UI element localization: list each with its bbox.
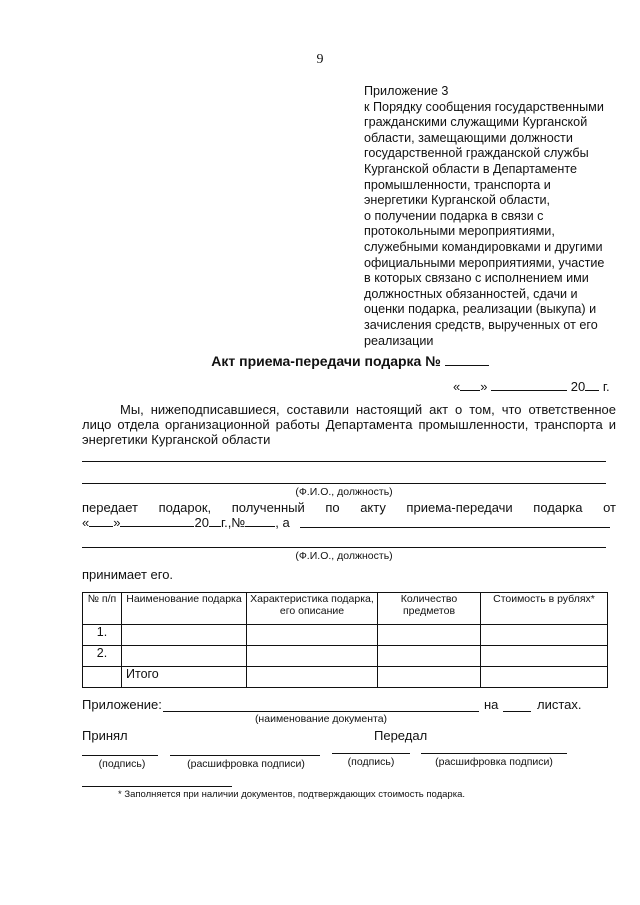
receiver-sign-caption: (подпись) [98,758,146,770]
attachment-document-field[interactable] [163,711,479,712]
appendix-line: государственной гражданской службы [364,146,589,161]
receiver-signature-field[interactable] [82,755,158,756]
intro-line: лицо отдела организационной работы Департамента промышленности, транспорта и [82,417,616,432]
appendix-line: гражданскими служащими Курганской [364,115,588,130]
attachment-on: на [484,697,499,712]
header-cost: Стоимость в рублях* [481,593,608,625]
act-number-field[interactable] [445,352,489,366]
footnote-separator [82,786,232,787]
row-quantity-cell[interactable] [378,646,481,667]
quote-open: « [82,515,90,530]
recipient-person-field[interactable] [82,547,606,548]
row-num: 1. [83,625,122,646]
transferor-decode-caption: (расшифровка подписи) [435,756,553,768]
year-suffix: г. [602,379,610,394]
appendix-line: о получении подарка в связи с [364,208,544,223]
appendix-line: должностных обязанностей, сдачи и [364,286,578,301]
transfer-details-line [82,513,290,530]
responsible-person-field[interactable] [82,461,606,462]
year-prefix: 20 [570,379,586,394]
row-name-cell[interactable] [122,625,247,646]
appendix-line: зачисления средств, вырученных от его [364,317,598,332]
transfer-month-field[interactable] [120,513,194,527]
header-quantity: Количество предметов [378,593,481,625]
appendix-line: к Порядку сообщения государственными [364,99,604,114]
year-field[interactable] [585,377,599,391]
appendix-line: протокольными мероприятиями, [364,224,555,239]
quote-close: » [480,379,488,394]
row-cost-cell[interactable] [481,646,608,667]
row-cost-cell[interactable] [481,625,608,646]
appendix-line: в которых связано с исполнением ими [364,271,589,286]
transfer-day-field[interactable] [89,513,113,527]
transferor-decode-field[interactable] [421,753,567,754]
quote-open: « [453,379,461,394]
table-header-row [83,593,608,625]
appendix-line: официальными мероприятиями, участие [364,255,605,270]
transfer-year-field[interactable] [209,513,221,527]
fio-caption-1: (Ф.И.О., должность) [295,486,393,498]
act-title-text: Акт приема-передачи подарка № [211,353,441,369]
row-description-cell[interactable] [247,646,378,667]
total-cost-cell[interactable] [481,667,608,688]
total-quantity-cell[interactable] [378,667,481,688]
intro-line: энергетики Курганской области [82,432,271,447]
appendix-line: области, замещающими должности [364,130,573,145]
appendix-line: оценки подарка, реализации (выкупа) и [364,302,597,317]
act-date-line [453,377,610,394]
appendix-line: Приложение 3 [364,84,449,98]
transferor-signature-field[interactable] [332,753,410,754]
transfer-number-label: г.,№ [220,515,246,530]
row-description-cell[interactable] [247,625,378,646]
total-description-cell[interactable] [247,667,378,688]
act-title [0,352,640,369]
appendix-header [364,84,624,349]
row-num: 2. [83,646,122,667]
attachment-sheets: листах. [537,697,582,712]
appendix-line: служебными командировками и другими [364,239,603,254]
fio-caption-2: (Ф.И.О., должность) [295,550,393,562]
attachment-label: Приложение: [82,697,162,712]
table-total-row [83,667,608,688]
transferor-sign-caption: (подпись) [347,756,395,768]
table-row [83,646,608,667]
transfer-number-field[interactable] [245,513,275,527]
transferred-label: Передал [374,728,428,743]
header-name: Наименование подарка [122,593,247,625]
attachment-sheets-field[interactable] [503,711,531,712]
header-num: № п/п [83,593,122,625]
attachment-caption: (наименование документа) [254,713,388,725]
month-field[interactable] [491,377,567,391]
transfer-line: передает подарок, полученный по акту приема-передачи подарка от [82,500,616,515]
total-label: Итого [122,667,247,688]
transfer-and: , а [275,515,290,530]
receiver-decode-field[interactable] [170,755,320,756]
day-field[interactable] [460,377,480,391]
accepts-text: принимает его. [82,567,174,582]
table-row [83,625,608,646]
page-number: 9 [316,52,324,67]
appendix-line: реализации [364,333,434,348]
receiver-decode-caption: (расшифровка подписи) [187,758,305,770]
intro-paragraph [82,402,616,447]
transfer-year-prefix: 20 [194,515,209,530]
row-quantity-cell[interactable] [378,625,481,646]
intro-line: Мы, нижеподписавшиеся, составили настоящий акт о том, что ответственное [120,402,616,417]
gift-table [82,592,608,688]
header-description: Характеристика подарка, его описание [247,593,378,625]
recipient-field[interactable] [300,527,610,528]
quote-close: » [113,515,121,530]
row-num [83,667,122,688]
appendix-line: энергетики Курганской области, [364,193,550,208]
received-label: Принял [82,728,128,743]
responsible-person-field-2[interactable] [82,483,606,484]
appendix-line: Курганской области в Департаменте [364,161,578,176]
appendix-line: промышленности, транспорта и [364,177,551,192]
row-name-cell[interactable] [122,646,247,667]
footnote: * Заполняется при наличии документов, подтверждающих стоимость подарка. [118,789,466,800]
